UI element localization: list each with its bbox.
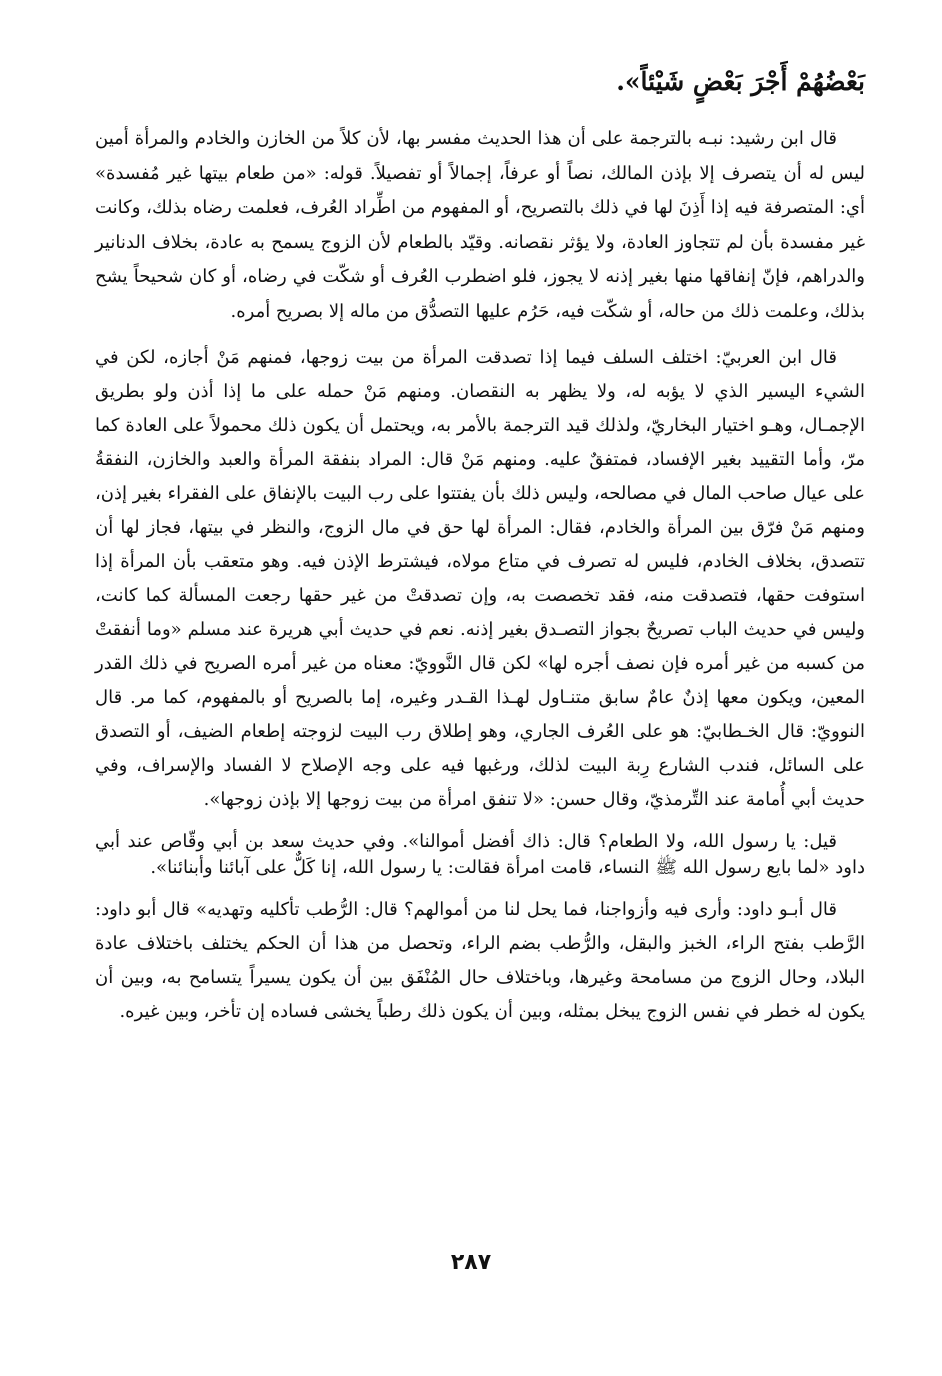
commentary-paragraph-4: قال أبـو داود: وأرى فيه وأزواجنا، فما يحل لنا من أموالهم؟ قال: الرُّطب تأكليه وتهديه» قال أبو داود: الرَّطب بفتح الراء، الخبز والبقل، والرُّطب بضم الراء، وتحصل من هذا أن الحكم يختلف باختلاف عادة البلاد، وحال الزوج من مسامحة وغيرها، وباختلاف حال المُنْفَق بين أن يكون يسيراً يتسامح به، وبين أن يكون له خطر في نفس الزوج يبخل بمثله، وبين أن يكون ذلك رطباً يخشى فساده إن تأخر، وبين غيره. <box>95 899 865 1022</box>
page-number: ٢٨٧ <box>450 1250 492 1275</box>
commentary-paragraph-1: قال ابن رشيد: نبـه بالترجمة على أن هذا الحديث مفسر بها، لأن كلاً من الخازن والخادم والمرأة أمين ليس له أن يتصرف إلا بإذن المالك، نصاً أو عرفاً، إجمالاً أو تفصيلاً. قوله: «من طعام بيتها غير مُفسدة» أي: المتصرفة فيه إذا أَذِنَ لها في ذلك بالتصريح، أو المفهوم من اطِّراد العُرف، فعلمت رضاه بذلك، وكانت غير مفسدة بأن لم تتجاوز العادة، ولا يؤثر نقصانه. وقيّد بالطعام لأن الزوج يسمح به عادة، بخلاف الدنانير والدراهم، فإنّ إنفاقها منها بغير إذنه لا يجوز، فلو اضطرب العُرف أو شكّت في رضاه، أو كان شحيحاً يشح بذلك، وعلمت ذلك من حاله، أو شكّت فيه، حَرُم عليها التصدُّق من ماله إلا بصريح أمره. <box>95 128 865 322</box>
commentary-paragraph-3: قيل: يا رسول الله، ولا الطعام؟ قال: ذاك أفضل أموالنا». وفي حديث سعد بن أبي وقّاص عند أبي داود «لما بايع رسول الله ﷺ النساء، قامت امرأة فقالت: يا رسول الله، إنا كَلٌّ على آبائنا وأبنائنا». <box>95 831 865 878</box>
page-body <box>95 62 865 1342</box>
hadith-ending-heading: بَعْضُهُمْ أَجْرَ بَعْضٍ شَيْئاً». <box>616 67 865 96</box>
commentary-paragraph-2: قال ابن العربيّ: اختلف السلف فيما إذا تصدقت المرأة من بيت زوجها، فمنهم مَنْ أجازه، لكن في الشيء اليسير الذي لا يؤبه له، ولا يظهر به النقصان. ومنهم مَنْ حمله على ما إذا أذن ولو بطريق الإجمـال، وهـو اختيار البخاريّ، ولذلك قيد الترجمة بالأمر به، ويحتمل أن يكون ذلك محمولاً على العادة كما مرّ، وأما التقييد بغير الإفساد، فمتفقٌ عليه. ومنهم مَنْ قال: المراد بنفقة المرأة والعبد والخازن، النفقةُ على عيال صاحب المال في مصالحه، وليس ذلك بأن يفتتوا على رب البيت بالإنفاق على الفقراء بغير إذن، ومنهم مَنْ فرّق بين المرأة والخادم، فقال: المرأة لها حق في مال الزوج، والنظر في بيتها، فجاز لها أن تتصدق، بخلاف الخادم، فليس له تصرف في متاع مولاه، فيشترط الإذن فيه. وهو متعقب بأن المرأة إذا استوفت حقها، فتصدقت منه، فقد تخصصت به، وإن تصدقتْ من غير حقها رجعت المسألة كما كانت، وليس في حديث الباب تصريحٌ بجواز التصـدق بغير إذنه. نعم في حديث أبي هريرة عند مسلم «وما أنفقتْ من كسبه من غير أمره فإن نصف أجره لها» لكن قال النَّوويّ: معناه من غير أمره الصريح في ذلك القدر المعين، ويكون معها إذنٌ عامٌ سابق متنـاول لهـذا القـدر وغيره، إما بالصريح أو بالمفهوم، كما مر. قال النوويّ: قال الخـطابيّ: هو على العُرف الجاري، وهو إطلاق رب البيت لزوجته إطعام الضيف، أو التصدق على السائل، فندب الشارع رِبة البيت لذلك، ورغبها فيه على وجه الإصلاح لا الفساد والإسراف، وفي حديث أبي أُمامة عند التِّرمذيّ، وقال حسن: «لا تنفق امرأة من بيت زوجها إلا بإذن زوجها». <box>95 347 866 810</box>
